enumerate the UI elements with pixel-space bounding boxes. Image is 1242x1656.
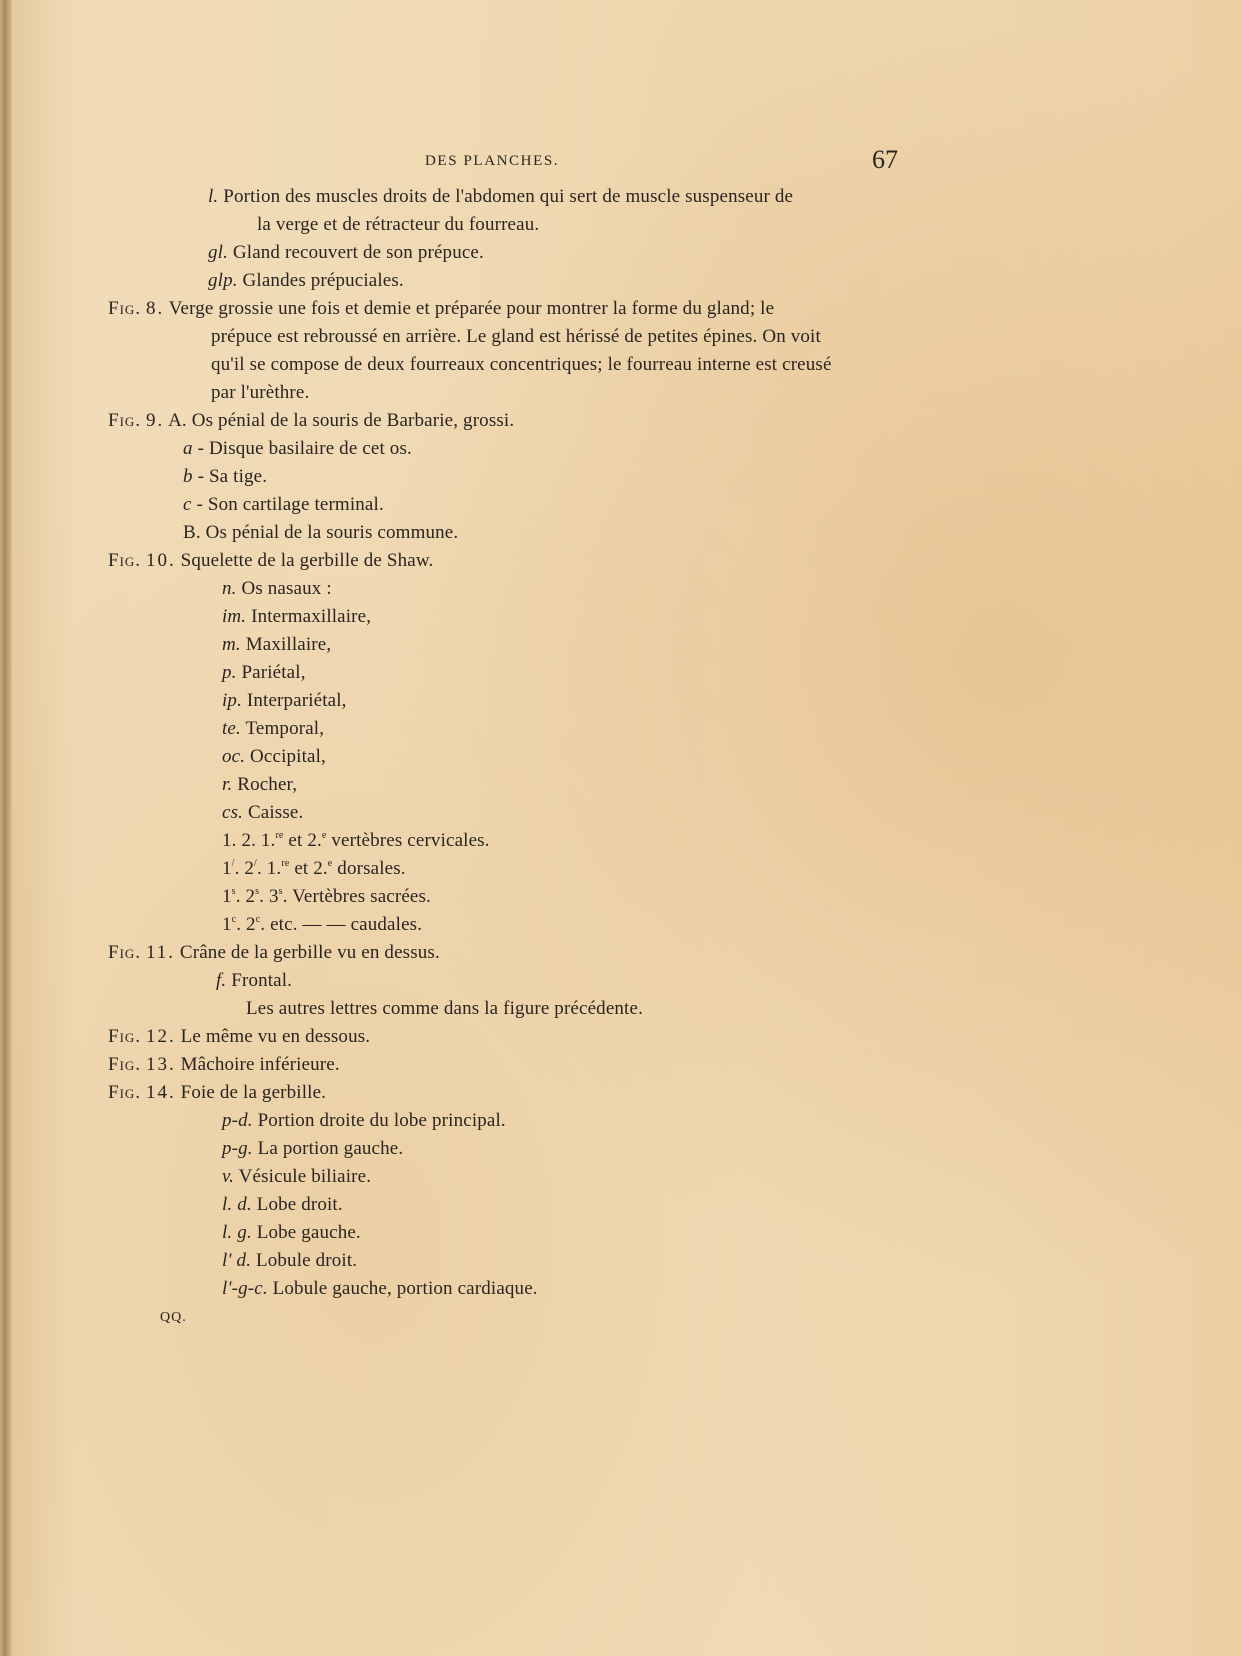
entry-oc: oc. Occipital, — [222, 746, 326, 767]
entry-gl: gl. Gland recouvert de son prépuce. — [208, 242, 484, 263]
figure-8-line-3: qu'il se compose de deux fourreaux concentriques; le fourreau interne est creusé — [211, 354, 832, 375]
entry-l-continuation: la verge et de rétracteur du fourreau. — [257, 214, 540, 235]
figure-9-caption: Fig. 9. A. Os pénial de la souris de Barbarie, grossi. — [108, 410, 515, 431]
entry-r: r. Rocher, — [222, 774, 298, 795]
entry-c: c - Son cartilage terminal. — [183, 494, 384, 515]
entry-dorsal-vertebrae: 1/. 2/. 1.$^{re}$ et 2.$^e$ dorsales. — [222, 858, 406, 879]
figure-8-line-2: prépuce est rebroussé en arrière. Le gland est hérissé de petites épines. On voit — [211, 326, 821, 347]
entry-b: b - Sa tige. — [183, 466, 268, 487]
entry-caudal-vertebrae: 1$^c$. 2$^c$. etc. — — caudales. — [222, 914, 423, 935]
entry-l-d: l. d. Lobe droit. — [222, 1194, 343, 1215]
entry-cs: cs. Caisse. — [222, 802, 304, 823]
entry-im: im. Intermaxillaire, — [222, 606, 372, 627]
entry-f: f. Frontal. — [216, 970, 293, 991]
signature-mark: QQ. — [160, 1310, 187, 1325]
entry-ip: ip. Interpariétal, — [222, 690, 347, 711]
entry-cervical-vertebrae: 1. 2. 1.$^{re}$ et 2.$^e$ vertèbres cervicales. — [222, 830, 490, 851]
figure-8-caption: Fig. 8. Verge grossie une fois et demie et préparée pour montrer la forme du gland; le — [108, 298, 775, 319]
running-head: DES PLANCHES. — [425, 153, 560, 169]
entry-n: n. Os nasaux : — [222, 578, 332, 599]
entry-l-prime-g-c: l'-g-c. Lobule gauche, portion cardiaque. — [222, 1278, 538, 1299]
figure-10-caption: Fig. 10. Squelette de la gerbille de Shaw. — [108, 550, 434, 571]
entry-a: a - Disque basilaire de cet os. — [183, 438, 412, 459]
entry-v: v. Vésicule biliaire. — [222, 1166, 372, 1187]
figure-8-line-4: par l'urèthre. — [211, 382, 310, 403]
entry-B: B. Os pénial de la souris commune. — [183, 522, 459, 543]
entry-p-d: p-d. Portion droite du lobe principal. — [222, 1110, 506, 1131]
entry-l: l. Portion des muscles droits de l'abdomen qui sert de muscle suspenseur de — [208, 186, 794, 207]
figure-14-caption: Fig. 14. Foie de la gerbille. — [108, 1082, 327, 1103]
page-number: 67 — [872, 145, 898, 174]
entry-p-g: p-g. La portion gauche. — [222, 1138, 404, 1159]
entry-l-prime-d: l' d. Lobule droit. — [222, 1250, 358, 1271]
entry-l-g: l. g. Lobe gauche. — [222, 1222, 361, 1243]
figure-13-caption: Fig. 13. Mâchoire inférieure. — [108, 1054, 340, 1075]
page-binding-edge — [0, 0, 12, 1656]
figure-12-caption: Fig. 12. Le même vu en dessous. — [108, 1026, 371, 1047]
entry-glp: glp. Glandes prépuciales. — [208, 270, 404, 291]
figure-11-caption: Fig. 11. Crâne de la gerbille vu en dessus. — [108, 942, 440, 963]
entry-m: m. Maxillaire, — [222, 634, 332, 655]
entry-te: te. Temporal, — [222, 718, 325, 739]
entry-p: p. Pariétal, — [222, 662, 306, 683]
entry-sacral-vertebrae: 1$^s$. 2$^s$. 3$^s$. Vertèbres sacrées. — [222, 886, 431, 907]
note-other-letters: Les autres lettres comme dans la figure précédente. — [246, 998, 643, 1019]
